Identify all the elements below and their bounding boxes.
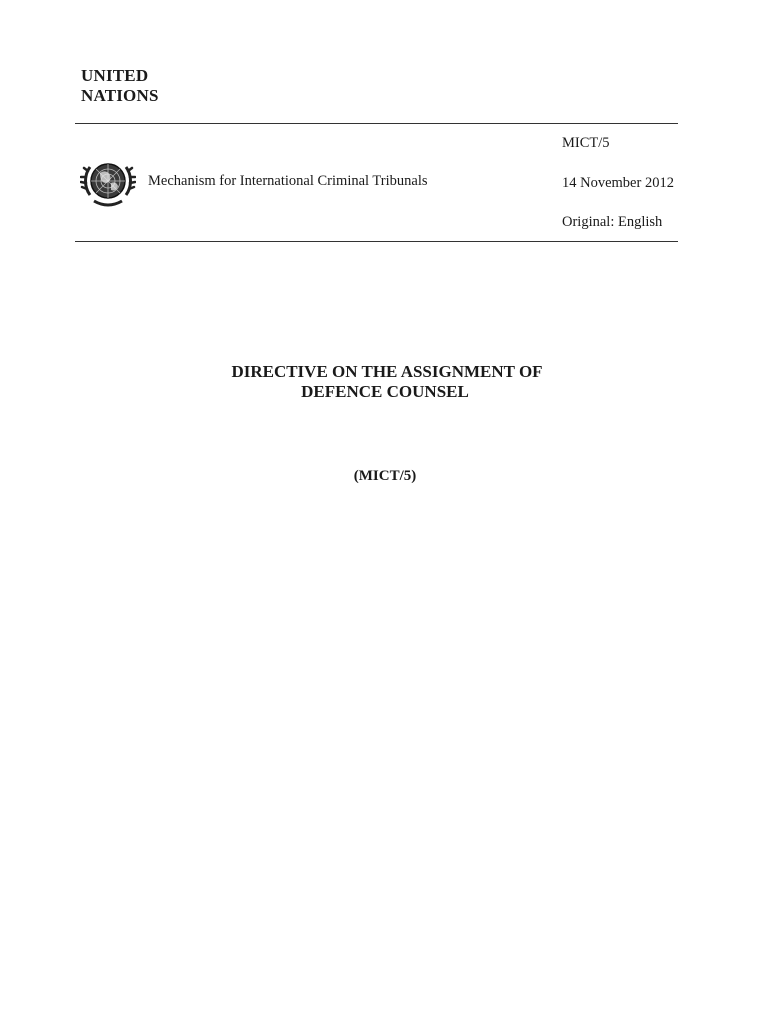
document-symbol: MICT/5 (562, 135, 610, 151)
org-name-line2: NATIONS (81, 86, 159, 105)
title-line1: DIRECTIVE ON THE ASSIGNMENT OF (231, 362, 543, 381)
title-line2: DEFENCE COUNSEL (301, 382, 469, 401)
header-rule-top (75, 123, 678, 124)
organization-name (81, 66, 159, 106)
document-date: 14 November 2012 (562, 175, 674, 191)
document-title (0, 362, 770, 402)
header-rule-bottom (75, 241, 678, 242)
original-language: Original: English (562, 214, 663, 230)
mechanism-name: Mechanism for International Criminal Tribunals (148, 173, 428, 189)
un-emblem-icon (80, 155, 136, 211)
document-symbol-heading: (MICT/5) (353, 468, 417, 484)
org-name-line1: UNITED (81, 66, 149, 85)
